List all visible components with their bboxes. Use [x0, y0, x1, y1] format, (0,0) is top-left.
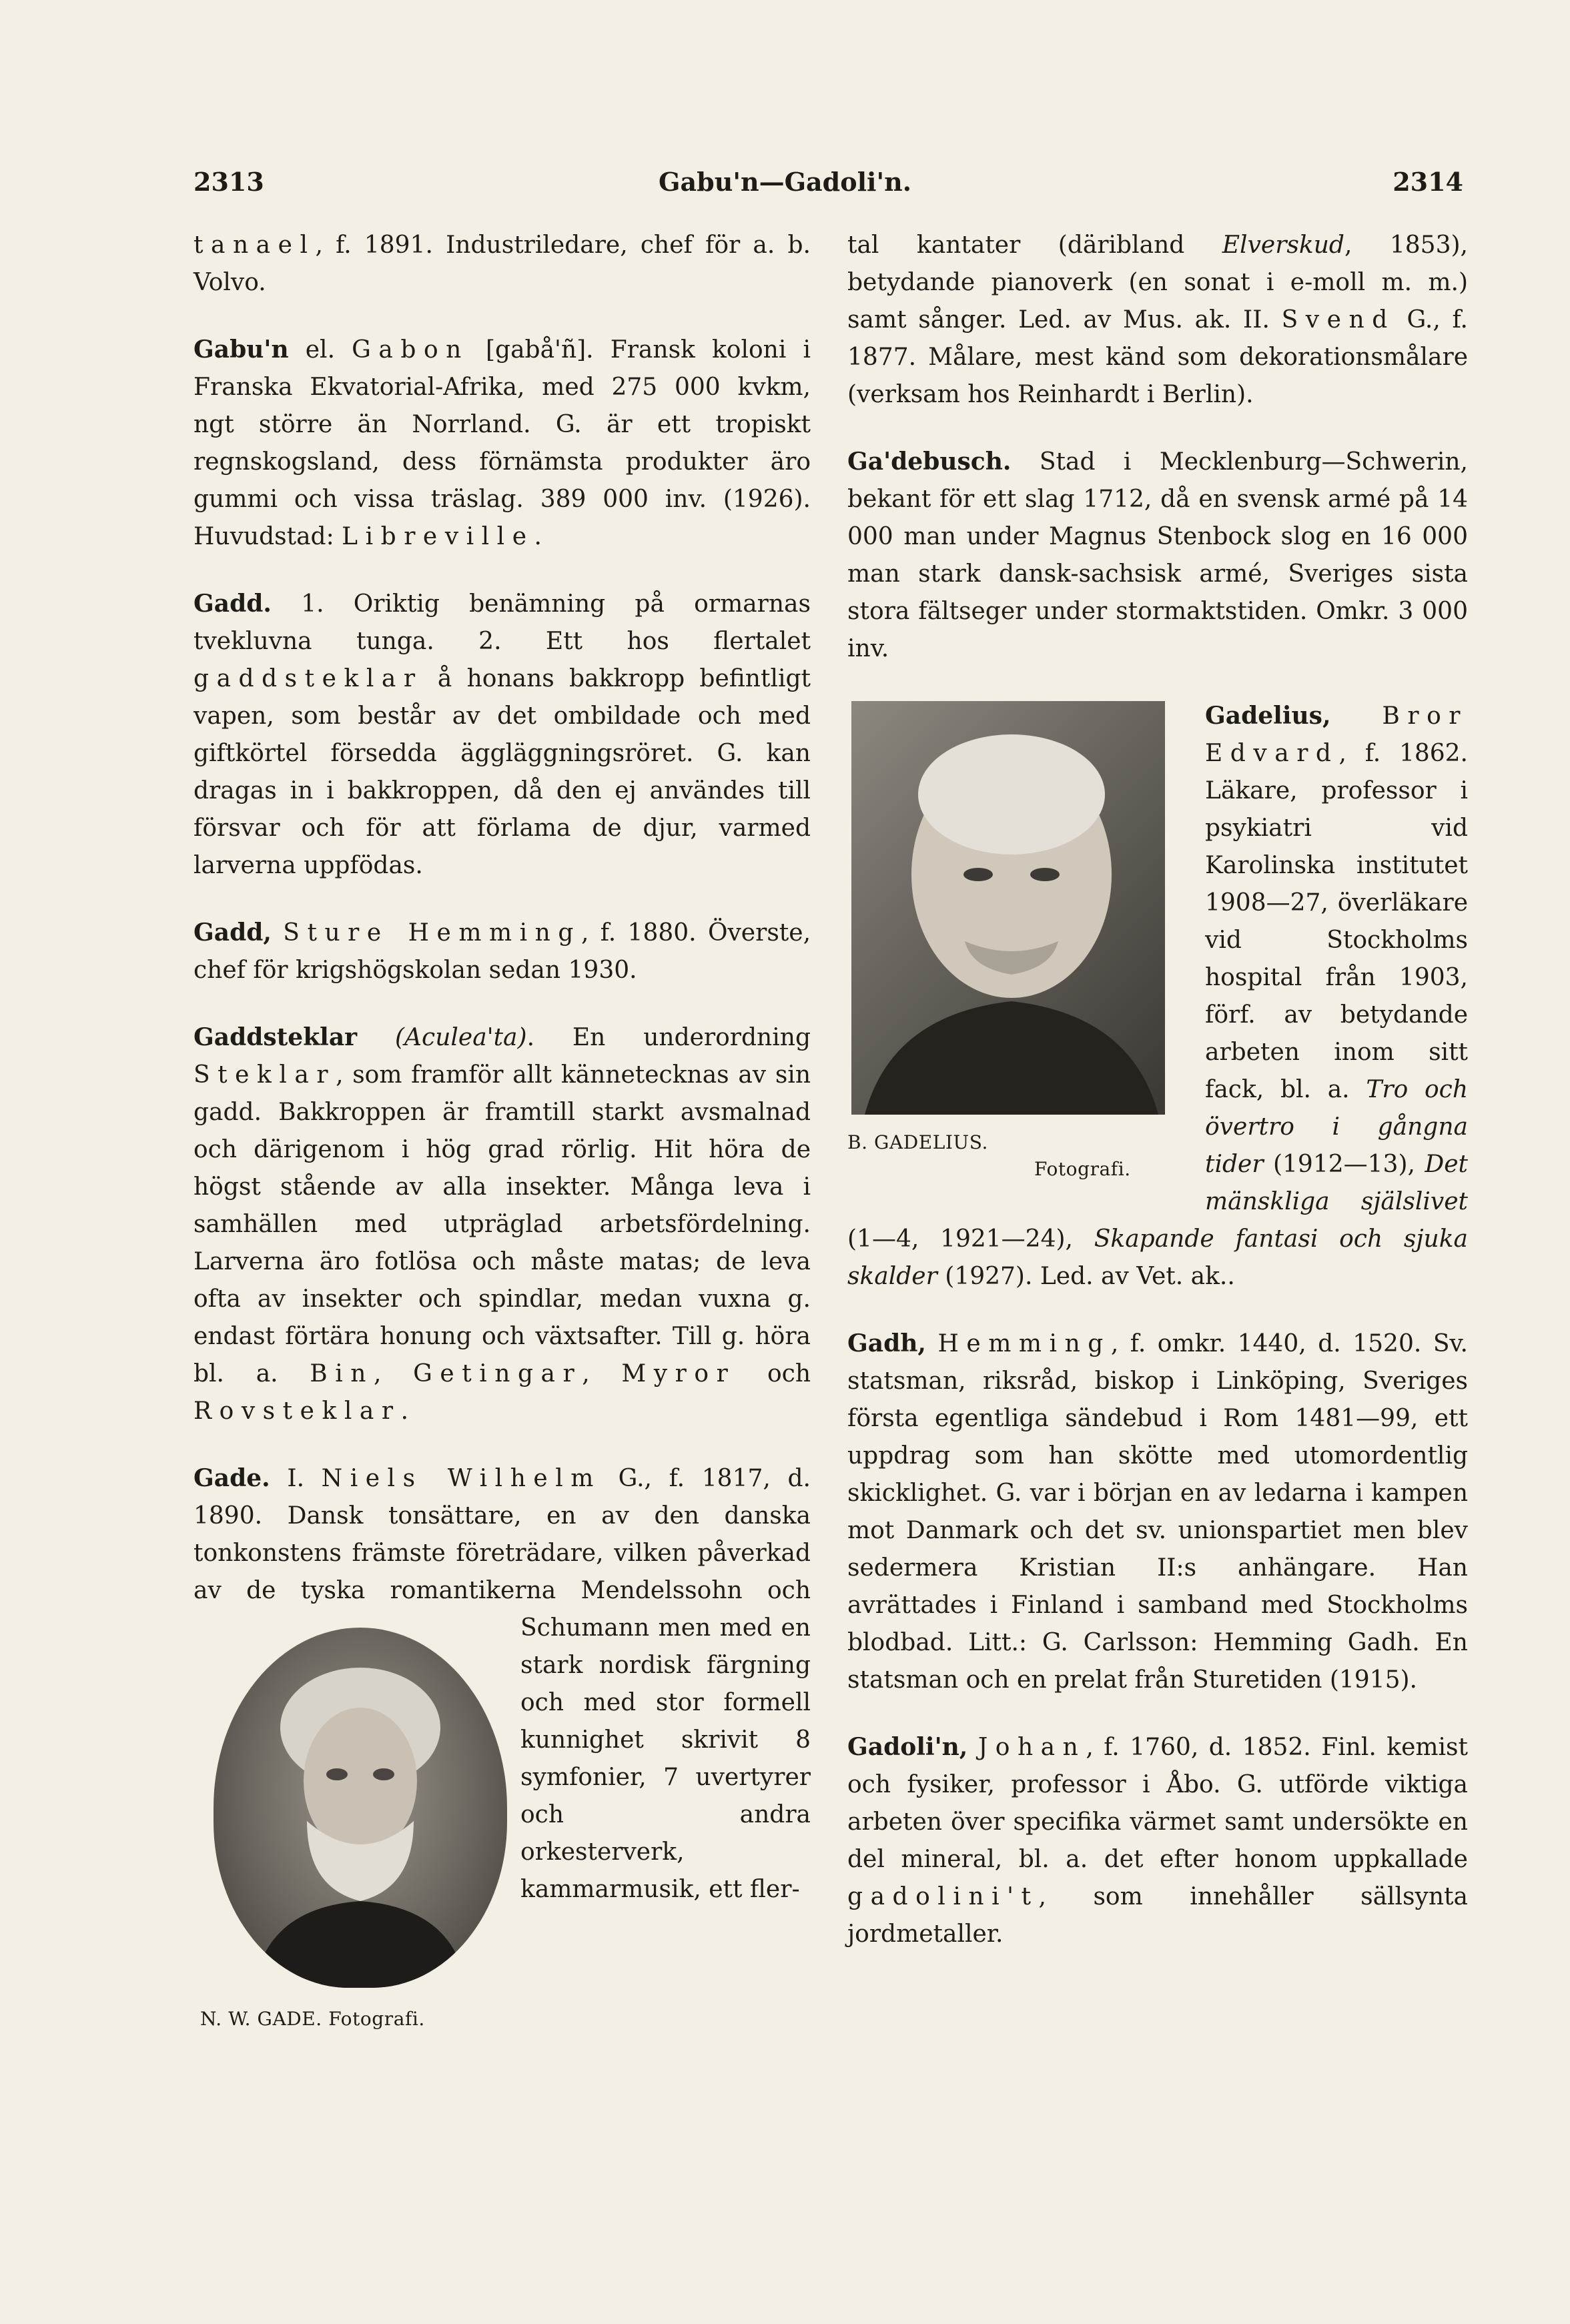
- gade-photo: [214, 1628, 507, 1988]
- gade-photo-caption: N. W. GADE. Fotografi.: [200, 2008, 425, 2030]
- page-number-right: 2314: [1393, 167, 1463, 197]
- entry-gadolin: Gadoli'n, Johan, f. 1760, d. 1852. Finl. kemist och fysiker, professor i Åbo. G. utförde viktiga arbeten över specifika värmet samt undersökte en del mineral, bl. a. det efter honom uppkallade gadolini't, som innehåller sällsynta jordmetaller.: [847, 1733, 1468, 1948]
- entry-gadd-2: Gadd, Sture Hemming, f. 1880. Överste, chef för krigshögskolan sedan 1930.: [193, 919, 811, 984]
- gadelius-portrait-image: [851, 701, 1165, 1115]
- entry-gade-continued: tal kantater (däribland Elverskud, 1853), betydande pianoverk (en sonat i e-moll m. m.) samt sånger. Led. av Mus. ak. II. Svend G., f. 1877. Målare, mest känd som dekorationsmålare (verksam hos Reinhardt i Berlin).: [847, 231, 1468, 408]
- page-number-left: 2313: [193, 167, 264, 197]
- entry-gaddsteklar: Gaddsteklar (Aculea'ta). En underordning Steklar, som framför allt kännetecknas av sin gadd. Bakkroppen är framtill starkt avsmalnad och därigenom i hög grad rörlig. Hit höra de högst stående av alla insekter. Många leva i samhällen med utpräglad arbetsfördelning. Larverna äro fotlösa och måste matas; de leva ofta av insekter och spindlar, medan vuxna g. endast förtära honung och växtsafter. Till g. höra bl. a. Bin, Getingar, Myror och Rovsteklar.: [193, 1023, 811, 1425]
- gade-figure: [200, 1628, 514, 2035]
- entry-continuation: tanael, f. 1891. Industriledare, chef för a. b. Volvo.: [193, 231, 811, 296]
- gadelius-caption-name: B. GADELIUS.: [847, 1131, 988, 1153]
- entry-gabun: Gabu'n el. Gabon [gabå'ñ]. Fransk koloni i Franska Ekvatorial-Afrika, med 275 000 kvkm, ngt större än Norrland. G. är ett tropiskt regnskogsland, dess förnämsta produkter äro gummi och vissa träslag. 389 000 inv. (1926). Huvudstad: Libreville.: [193, 336, 811, 550]
- entry-gadd-1: Gadd. 1. Oriktig benämning på ormarnas tvekluvna tunga. 2. Ett hos flertalet gaddsteklar å honans bakkropp befintligt vapen, som består av det ombildade och med giftkörtel försedda äggläggningsröret. G. kan dragas in i bakkroppen, då den ej användes till försvar och för att förlama de djur, varmed larverna uppfödas.: [193, 590, 811, 879]
- entry-gade: Gade. I. Niels Wilhelm G., f. 1817, d. 1890. Dansk tonsättare, en av den danska tonkonstens främste företrädare, vilken påverkad av de tyska romantikerna Mendelssohn och Schumann men med en stark nordisk färgning och med stor formell kunnighet skrivit 8 symfonier, 7 uvertyrer och andra orkesterverk, kammarmusik, ett fler-: [193, 1464, 811, 1903]
- running-title: Gabu'n—Gadoli'n.: [659, 167, 911, 197]
- right-column: [847, 227, 1468, 1982]
- gadelius-figure: [847, 697, 1181, 1204]
- gade-portrait-image: [214, 1628, 507, 1988]
- entry-gadebusch: Ga'debusch. Stad i Mecklenburg—Schwerin, bekant för ett slag 1712, då en svensk armé på 14 000 man under Magnus Stenbock slog en 16 000 man stark dansk-sachsisk armé, Sveriges sista stora fältseger under stormaktstiden. Omkr. 3 000 inv.: [847, 448, 1468, 662]
- gadelius-photo: [851, 701, 1165, 1115]
- entry-gadelius: B. GADELIUS. Fotografi. Gadelius, Bror Edvard, f. 1862. Läkare, professor i psykiatri vid Karolinska institutet 1908—27, överläkare vid Stockholms hospital från 1903, förf. av betydande arbeten inom sitt fack, bl. a. Tro och övertro i gångna tider (1912—13), Det mänskliga själslivet (1—4, 1921—24), Skapande fantasi och sjuka skalder (1927). Led. av Vet. ak..: [847, 697, 1468, 1295]
- gadelius-caption-source: Fotografi.: [1034, 1158, 1131, 1180]
- entry-gadh: Gadh, Hemming, f. omkr. 1440, d. 1520. Sv. statsman, riksråd, biskop i Linköping, Sveriges första egentliga sändebud i Rom 1481—99, ett uppdrag som han skötte med utomordentlig skicklighet. G. var i början en av ledarna i kampen mot Danmark och det sv. unionspartiet men blev sedermera Kristian II:s anhängare. Han avrättades i Finland i samband med Stockholms blodbad. Litt.: G. Carlsson: Hemming Gadh. En statsman och en prelat från Sturetiden (1915).: [847, 1329, 1468, 1694]
